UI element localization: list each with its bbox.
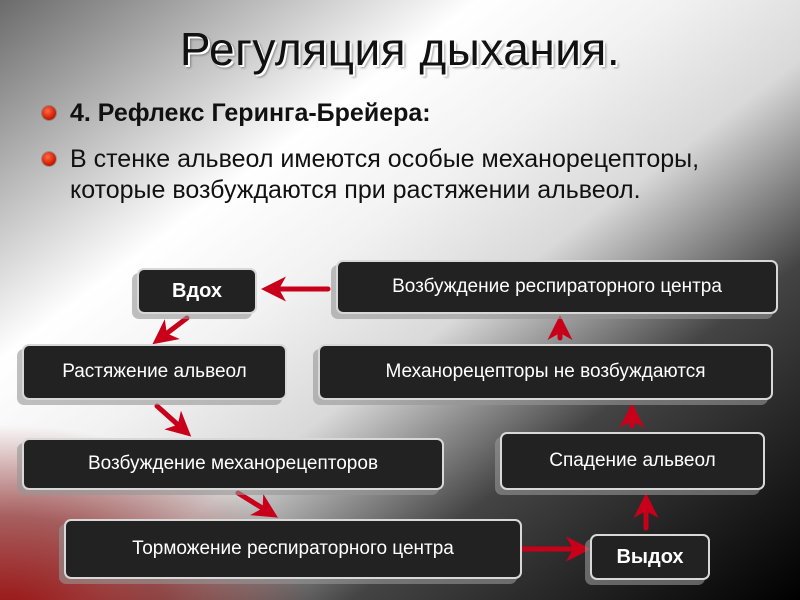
inhale-box: Вдох — [137, 268, 257, 314]
arrow-excite-mech-to-inhibit — [238, 493, 272, 514]
alveoli-stretch-box: Растяжение альвеол — [22, 344, 287, 400]
resp-center-inhibition-box: Торможение респираторного центра — [64, 519, 522, 579]
mechanoreceptors-not-excited-box: Механорецепторы не возбуждаются — [318, 344, 773, 400]
arrow-inhale-to-stretch — [158, 318, 187, 340]
excite-resp-center-box: Возбуждение респираторного центра — [336, 260, 778, 314]
mechanoreceptors-excitation-box: Возбуждение механорецепторов — [22, 438, 444, 490]
bullet-text: В стенке альвеол имеются особые механорецепторы, которые возбуждаются при растяжении альвеол. — [70, 145, 700, 204]
slide-title: Регуляция дыхания. — [179, 23, 621, 75]
alveoli-collapse-box: Спадение альвеол — [500, 432, 765, 490]
arrow-stretch-to-excite-mech — [157, 406, 186, 432]
bullet-text: 4. Рефлекс Геринга-Брейера: — [70, 99, 431, 127]
exhale-box: Выдох — [590, 534, 710, 580]
